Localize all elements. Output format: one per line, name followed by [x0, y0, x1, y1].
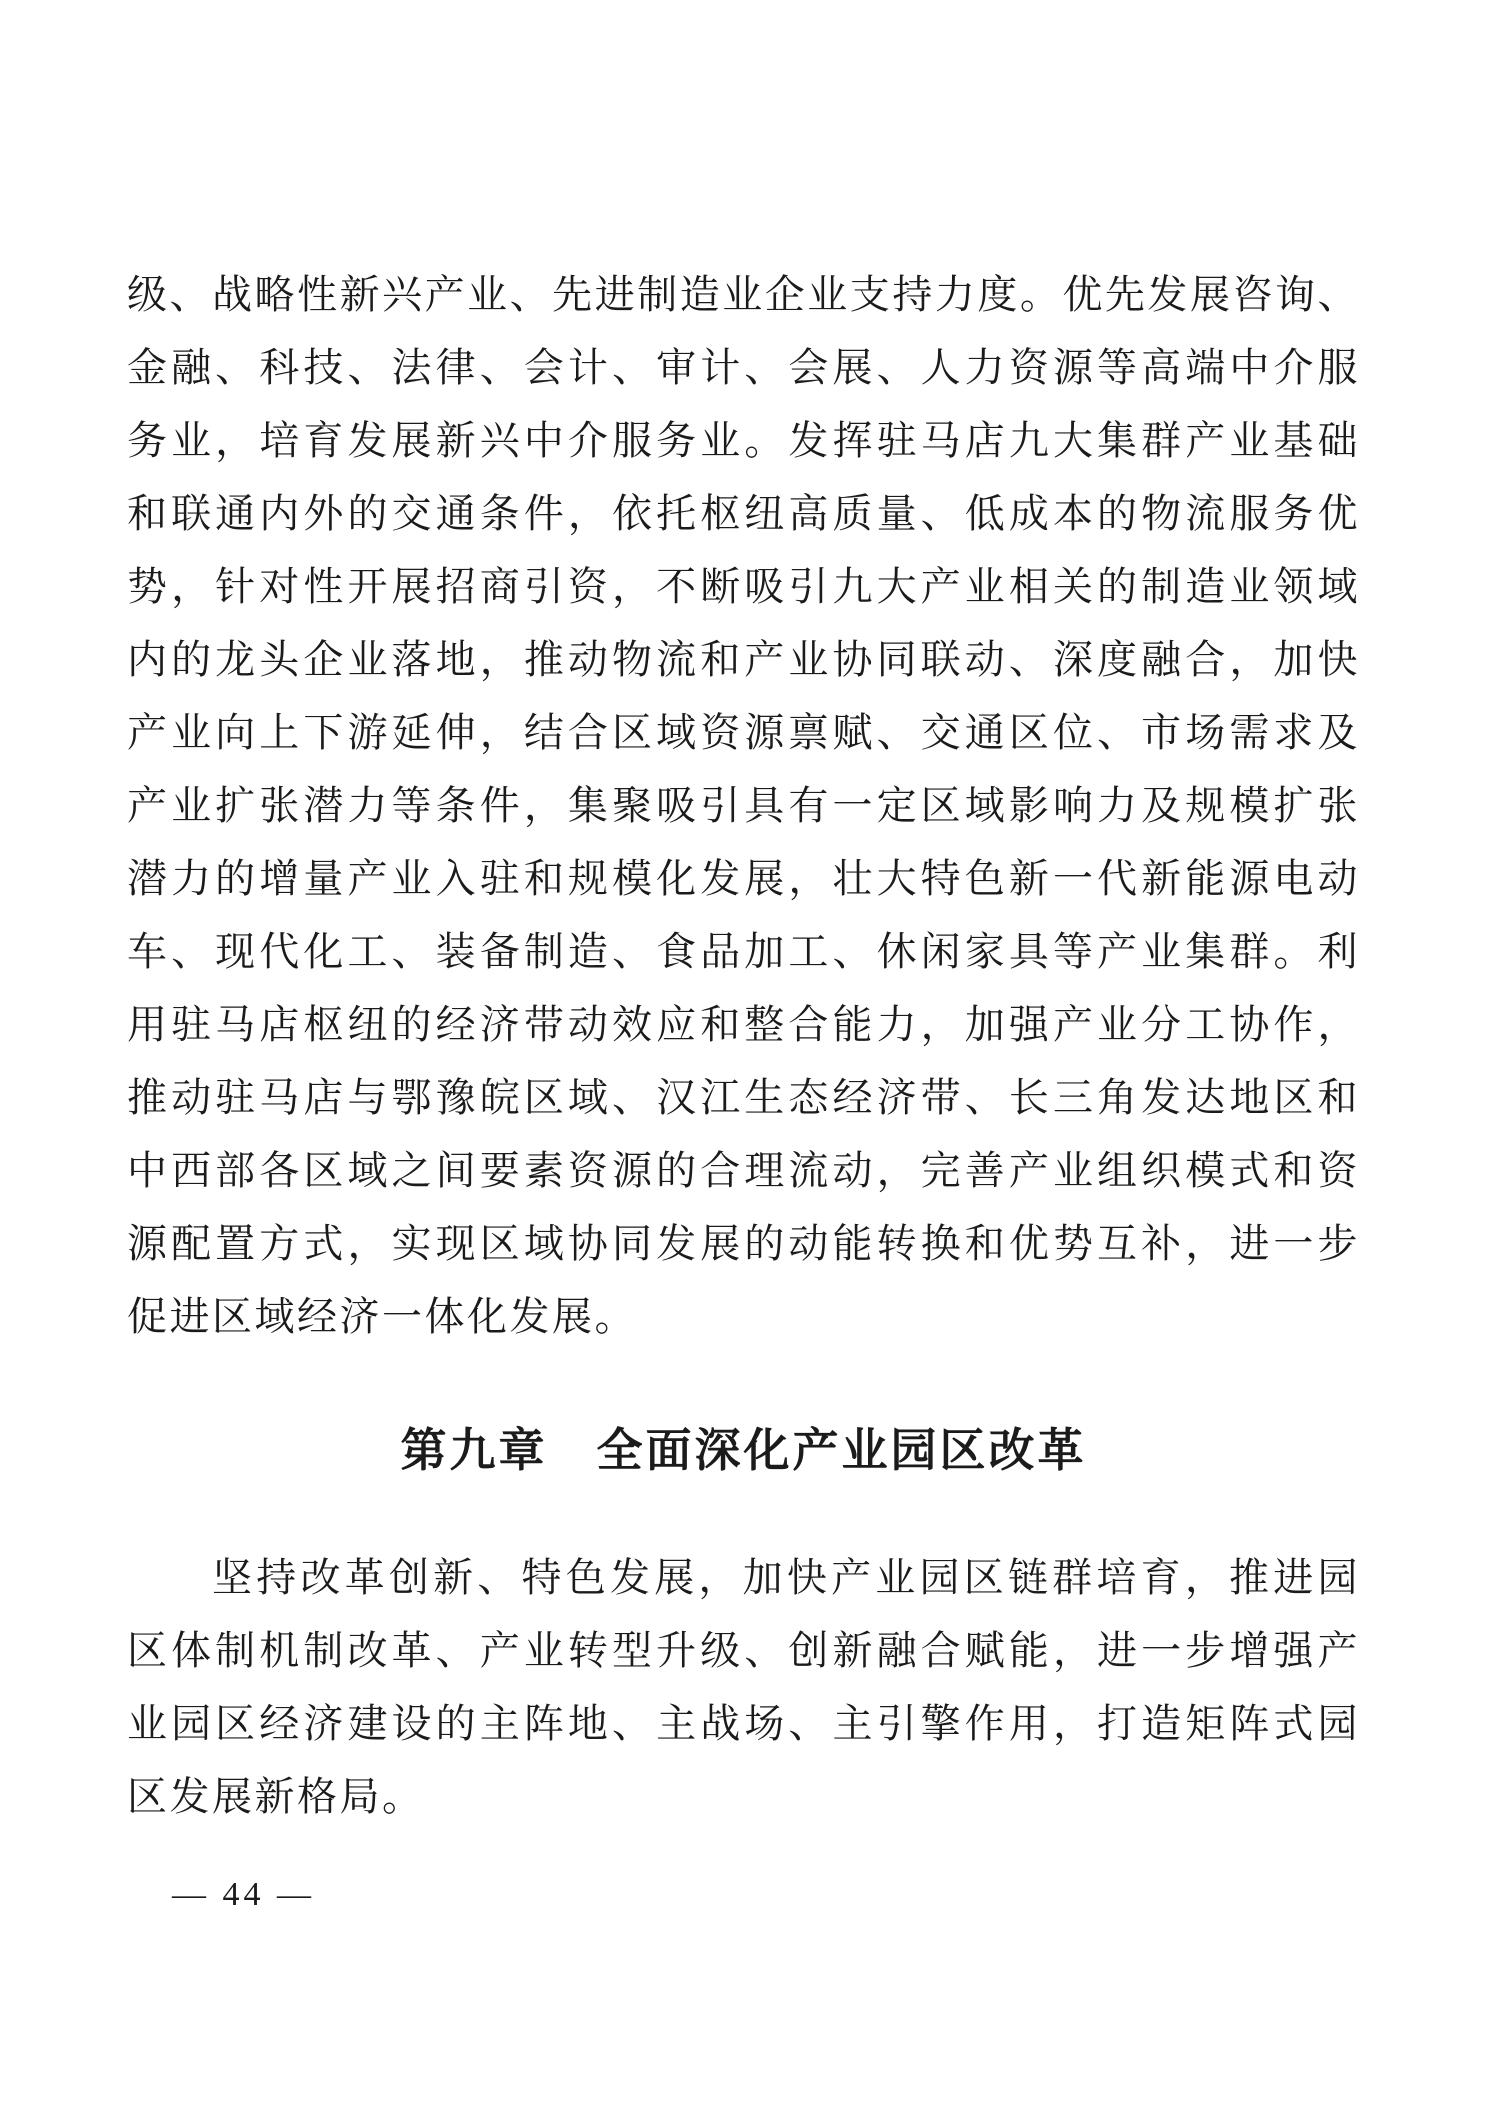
text-line: 区体制机制改革、产业转型升级、创新融合赋能，进一步增强产 — [127, 1628, 1360, 1673]
page-content — [127, 0, 1360, 1915]
text-line: 产业向上下游延伸，结合区域资源禀赋、交通区位、市场需求及 — [127, 710, 1360, 755]
text-line: 车、现代化工、装备制造、食品加工、休闲家具等产业集群。利 — [127, 929, 1360, 974]
text-line: 务业，培育发展新兴中介服务业。发挥驻马店九大集群产业基础 — [127, 418, 1360, 463]
text-line: 区发展新格局。 — [127, 1774, 425, 1819]
text-line: 业园区经济建设的主阵地、主战场、主引擎作用，打造矩阵式园 — [127, 1701, 1360, 1746]
text-line: 级、战略性新兴产业、先进制造业企业支持力度。优先发展咨询、 — [127, 272, 1360, 317]
text-line: 源配置方式，实现区域协同发展的动能转换和优势互补，进一步 — [127, 1221, 1360, 1266]
chapter-heading: 第九章 全面深化产业园区改革 — [400, 1425, 1087, 1476]
text-line: 用驻马店枢纽的经济带动效应和整合能力，加强产业分工协作， — [127, 1002, 1360, 1047]
text-line: 促进区域经济一体化发展。 — [127, 1294, 637, 1339]
paragraph-industry-development — [127, 258, 1360, 1353]
text-line: 中西部各区域之间要素资源的合理流动，完善产业组织模式和资 — [127, 1148, 1360, 1193]
text-line: 产业扩张潜力等条件，集聚吸引具有一定区域影响力及规模扩张 — [127, 783, 1360, 828]
text-line: 内的龙头企业落地，推动物流和产业协同联动、深度融合，加快 — [127, 637, 1360, 682]
text-line: 金融、科技、法律、会计、审计、会展、人力资源等高端中介服 — [127, 345, 1360, 390]
paragraph-park-reform — [127, 1541, 1360, 1833]
text-line: 坚持改革创新、特色发展，加快产业园区链群培育，推进园 — [212, 1555, 1360, 1600]
page-number: — 44 — — [172, 1876, 315, 1913]
text-line: 和联通内外的交通条件，依托枢纽高质量、低成本的物流服务优 — [127, 491, 1360, 536]
text-line: 推动驻马店与鄂豫皖区域、汉江生态经济带、长三角发达地区和 — [127, 1075, 1360, 1120]
text-line: 潜力的增量产业入驻和规模化发展，壮大特色新一代新能源电动 — [127, 856, 1360, 901]
text-line: 势，针对性开展招商引资，不断吸引九大产业相关的制造业领域 — [127, 564, 1360, 609]
